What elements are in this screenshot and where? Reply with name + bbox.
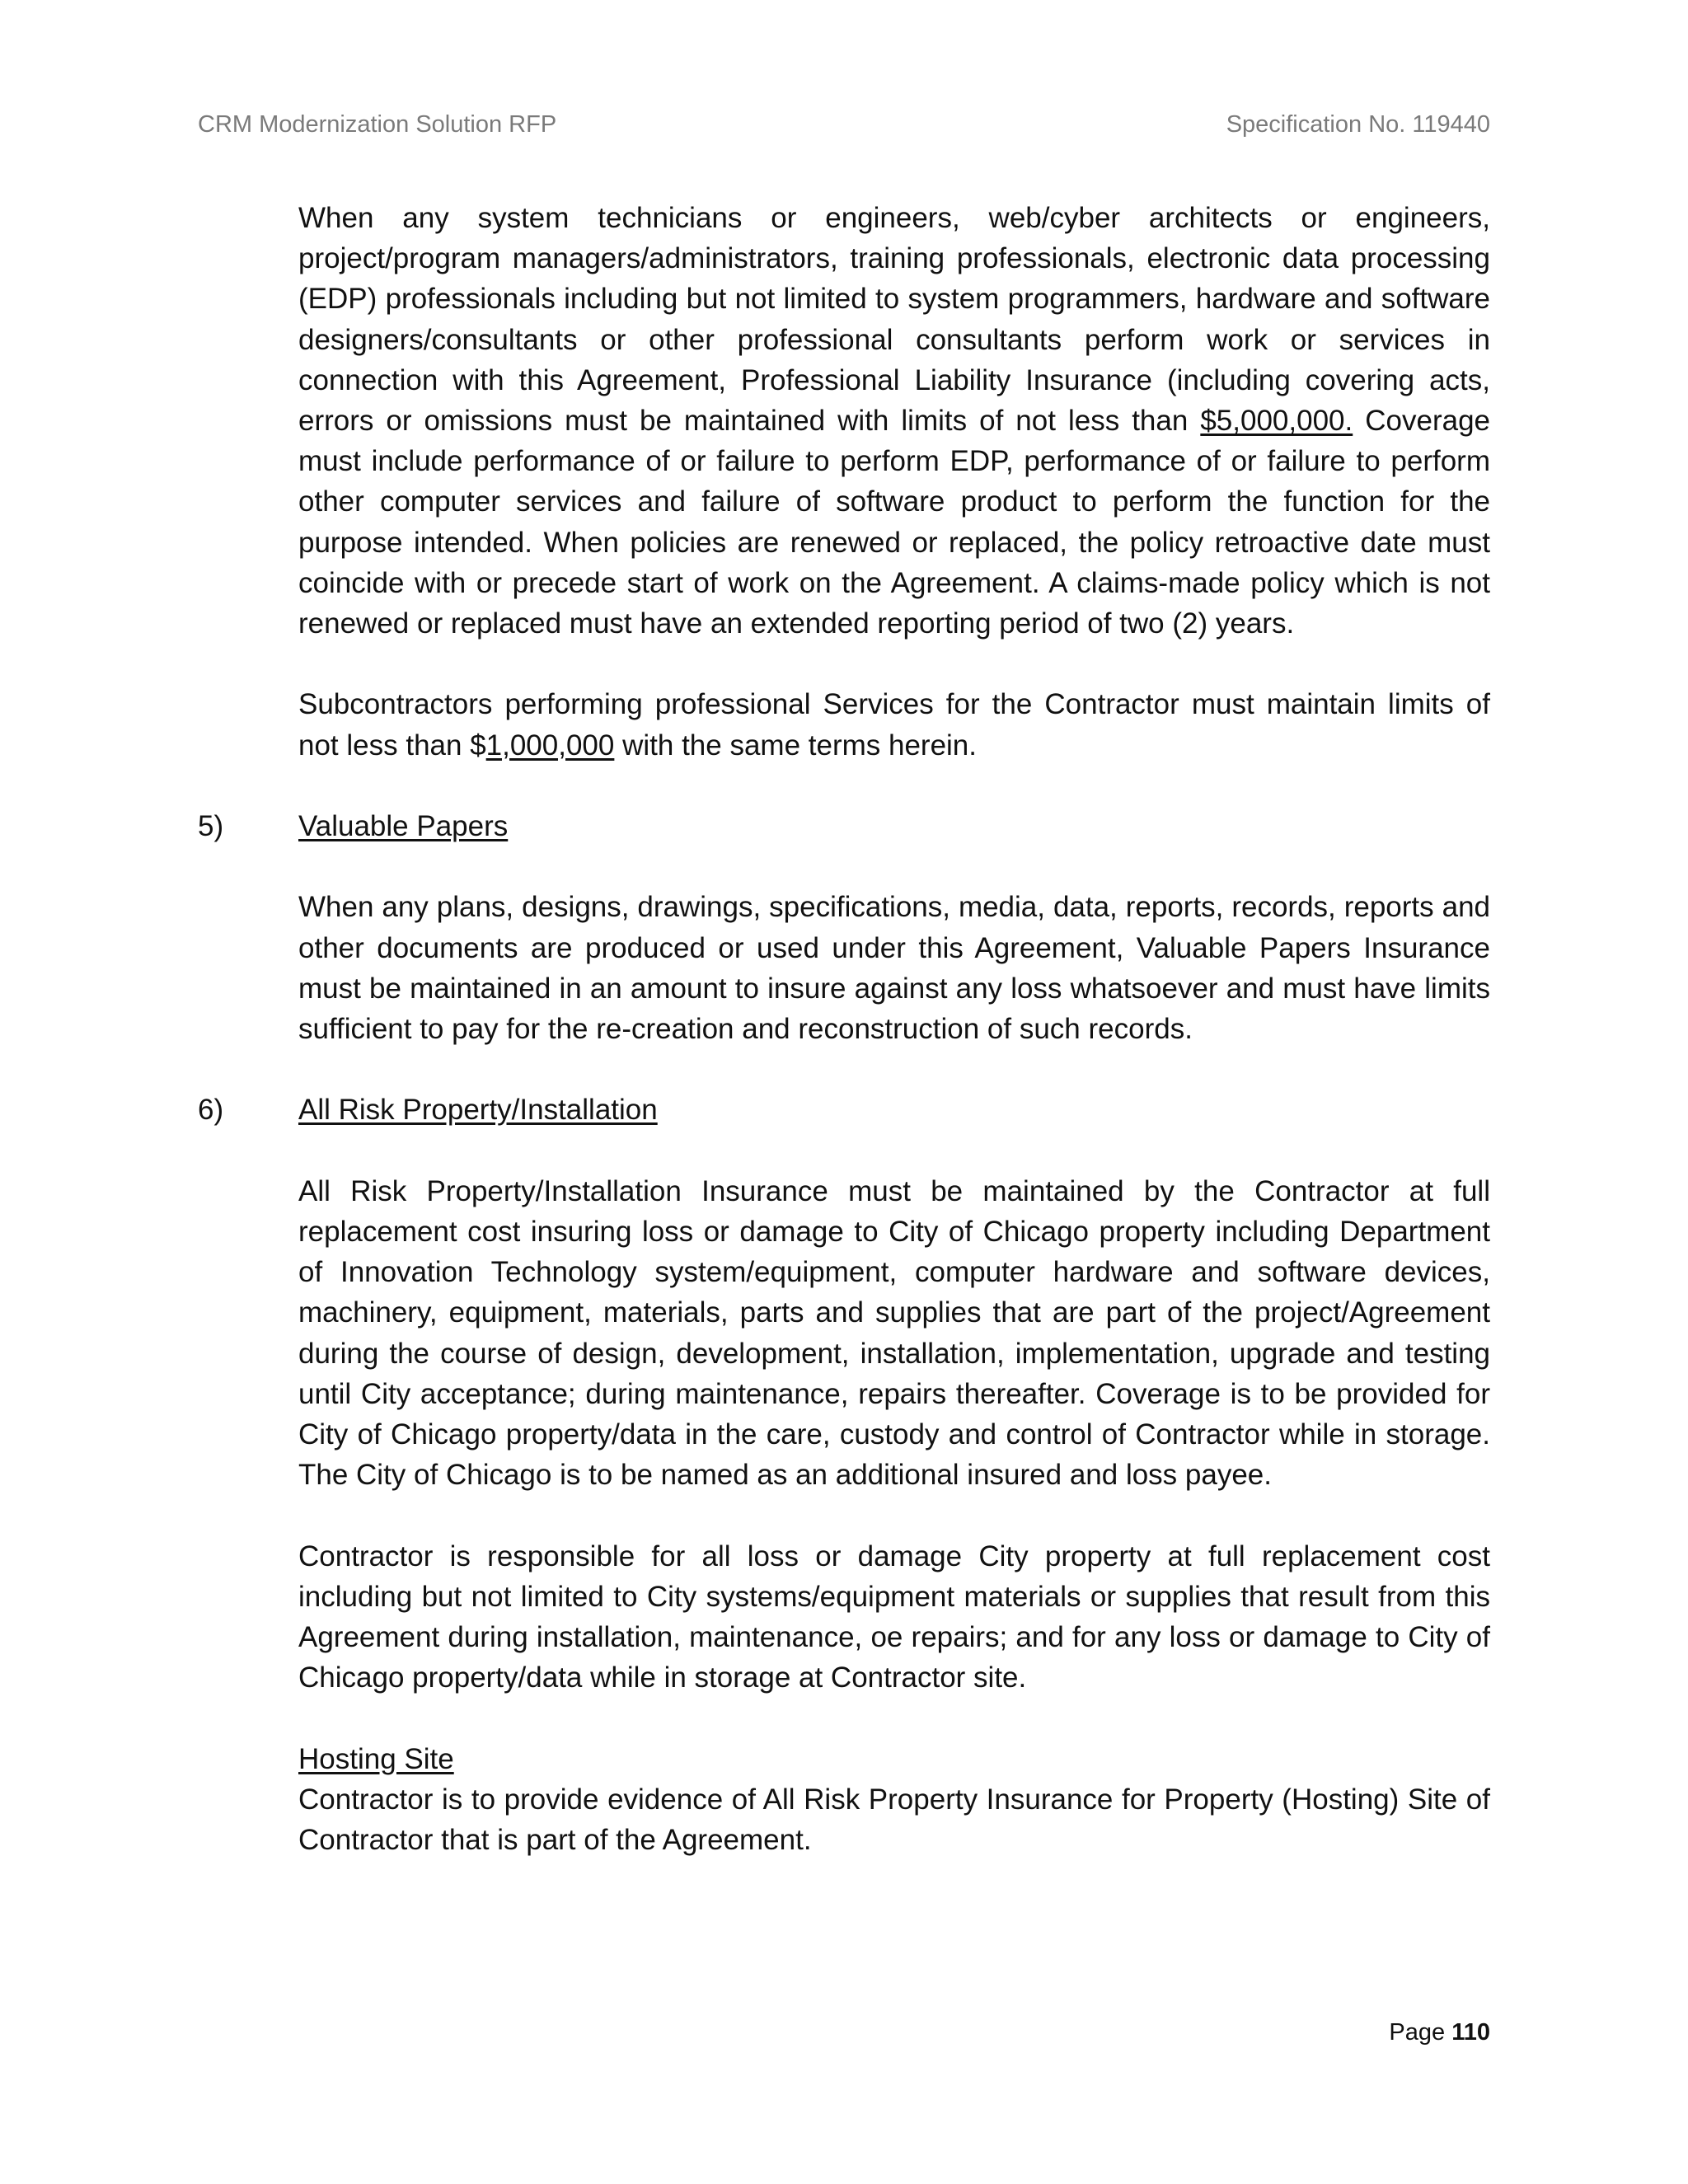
liability-amount: $5,000,000. xyxy=(1200,405,1353,438)
paragraph-text: with the same terms herein. xyxy=(614,729,977,762)
section-all-risk-property xyxy=(198,1090,1490,1130)
contractor-responsibility-paragraph: Contractor is responsible for all loss or damage City property at full replacement cost including but not limited to City systems/equipment materials or supplies that result from this Agreement during installation, maintenance, oe repairs; and for any loss or damage to City of Chicago property/data while in storage at Contractor site. xyxy=(298,1540,1490,1694)
header-spec-number: Specification No. 119440 xyxy=(1226,111,1490,138)
professional-liability-paragraph xyxy=(298,198,1490,644)
hosting-site-paragraph: Contractor is to provide evidence of All Risk Property Insurance for Property (Hosting) Site of Contractor that is part of the Agreement. xyxy=(298,1783,1490,1857)
header-title: CRM Modernization Solution RFP xyxy=(198,111,557,138)
section-title: All Risk Property/Installation xyxy=(298,1094,658,1127)
section-number: 6) xyxy=(198,1094,224,1127)
section-valuable-papers xyxy=(198,806,1490,846)
hosting-site-title: Hosting Site xyxy=(298,1742,454,1775)
document-body xyxy=(198,198,1490,1860)
page-number-value: 110 xyxy=(1451,2019,1490,2046)
paragraph-text: Coverage must include performance of or failure to perform EDP, performance of or failure to perform other computer services and failure of software product to perform the function for the purpose intended. When policies are renewed or replaced, the policy retroactive date must coincide with or precede start of work on the Agreement. A claims-made policy which is not renewed or replaced must have an extended reporting period of two (2) years. xyxy=(298,405,1490,640)
page-number xyxy=(1389,2018,1490,2047)
subcontractor-amount: 1,000,000 xyxy=(485,729,615,762)
section-title: Valuable Papers xyxy=(298,810,509,843)
subcontractors-paragraph xyxy=(298,684,1490,765)
section-number: 5) xyxy=(198,810,224,843)
paragraph-text: When any system technicians or engineers, web/cyber architects or engineers, project/program managers/administrators, training professionals, electronic data processing (EDP) professionals including but not limited to system programmers, hardware and software designers/consultants or other professional consultants perform work or services in connection with this Agreement, Professional Liability Insurance (including covering acts, errors or omissions must be maintained with limits of not less than xyxy=(298,202,1490,438)
valuable-papers-paragraph: When any plans, designs, drawings, specifications, media, data, reports, records, reports and other documents are produced or used under this Agreement, Valuable Papers Insurance must be maintained in an amount to insure against any loss whatsoever and must have limits sufficient to pay for the re-creation and reconstruction of such records. xyxy=(298,891,1490,1046)
all-risk-property-paragraph: All Risk Property/Installation Insurance must be maintained by the Contractor at full replacement cost insuring loss or damage to City of Chicago property including Department of Innovation Technology system/equipment, computer hardware and software devices, machinery, equipment, materials, parts and supplies that are part of the project/Agreement during the course of design, development, installation, implementation, upgrade and testing until City acceptance; during maintenance, repairs thereafter. Coverage is to be provided for City of Chicago property/data in the care, custody and control of Contractor while in storage. The City of Chicago is to be named as an additional insured and loss payee. xyxy=(298,1174,1490,1492)
paragraph-text: Subcontractors performing professional Services for the Contractor must maintain limits of not less than $ xyxy=(298,688,1490,762)
page-label: Page xyxy=(1389,2019,1452,2046)
